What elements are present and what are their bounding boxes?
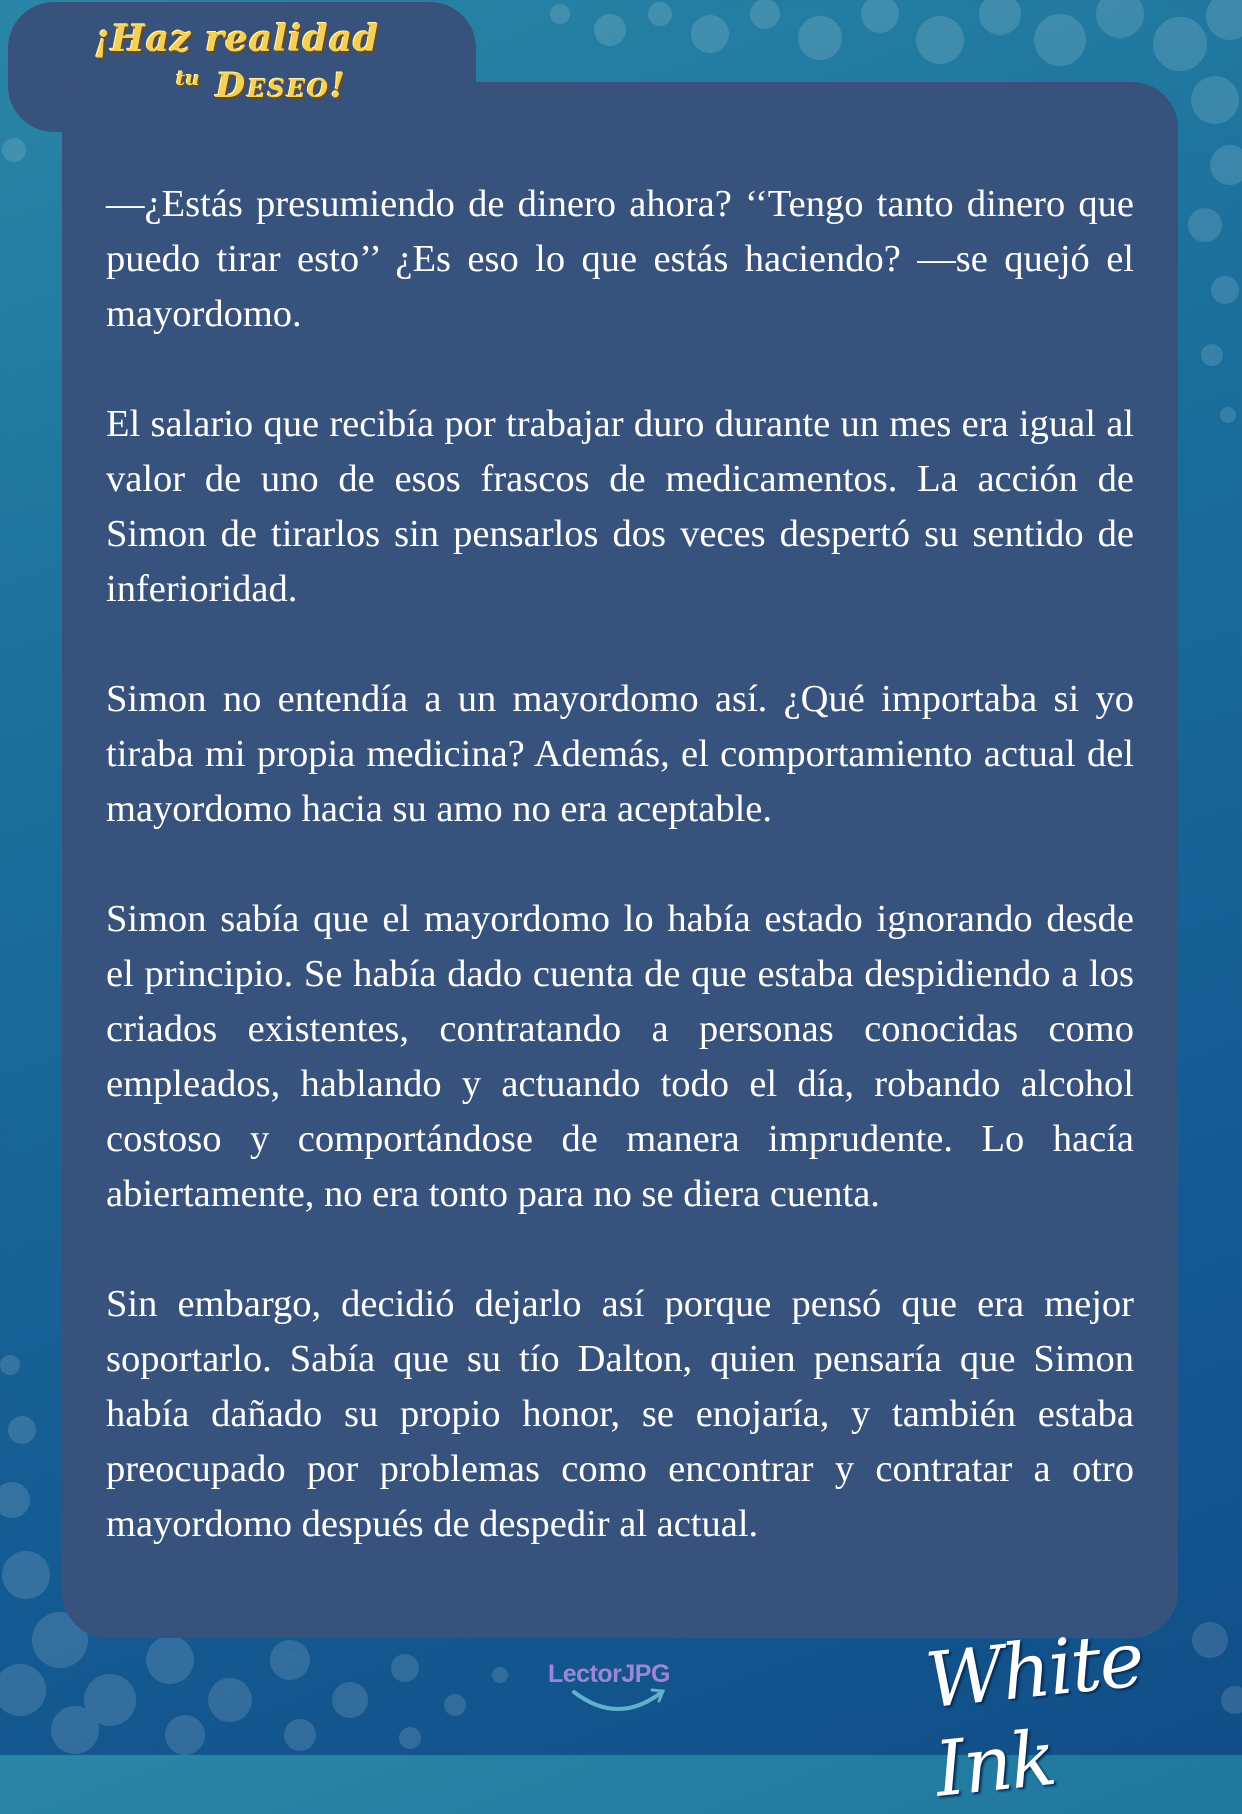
logo-exclamation: ! <box>330 66 348 106</box>
logo-big-word: Deseo <box>215 66 331 106</box>
brand-logo <box>94 18 379 106</box>
paragraph-4: Simon sabía que el mayordomo lo había estado ignorando desde el principio. Se había dado cuenta de que estaba despidiendo a los criados existentes, contratando a personas conocidas como empleados, hablando y actuando todo el día, robando alcohol costoso y comportándose de manera imprudente. Lo hacía abiertamente, no era tonto para no se diera cuenta. <box>106 898 1134 1215</box>
paragraph-3: Simon no entendía a un mayordomo así. ¿Qué importaba si yo tiraba mi propia medicina? Además, el comportamiento actual del mayordomo hacia su amo no era aceptable. <box>106 678 1134 830</box>
paragraph-2: El salario que recibía por trabajar duro durante un mes era igual al valor de uno de esos frascos de medicamentos. La acción de Simon de tirarlos sin pensarlos dos veces despertó su sentido de inferioridad. <box>106 403 1134 610</box>
text-panel <box>62 82 1178 1638</box>
watermark-logo: LectorJPG <box>548 1660 670 1688</box>
logo-line-2 <box>176 66 379 106</box>
paragraph-5: Sin embargo, decidió dejarlo así porque pensó que era mejor soportarlo. Sabía que su tío Dalton, quien pensaría que Simon había dañado su propio honor, se enojaría, y también estaba preocupado por problemas como encontrar y contratar a otro mayordomo después de despedir al actual. <box>106 1283 1134 1545</box>
paragraph-1: —¿Estás presumiendo de dinero ahora? ‘‘Tengo tanto dinero que puedo tirar esto’’ ¿Es eso lo que estás haciendo? —se quejó el mayordomo. <box>106 183 1134 335</box>
logo-line-1: ¡Haz realidad <box>94 18 380 60</box>
signature-mark: White Ink <box>921 1614 1147 1814</box>
watermark-smile-icon <box>568 1686 668 1716</box>
logo-small-word: tu <box>176 66 200 90</box>
